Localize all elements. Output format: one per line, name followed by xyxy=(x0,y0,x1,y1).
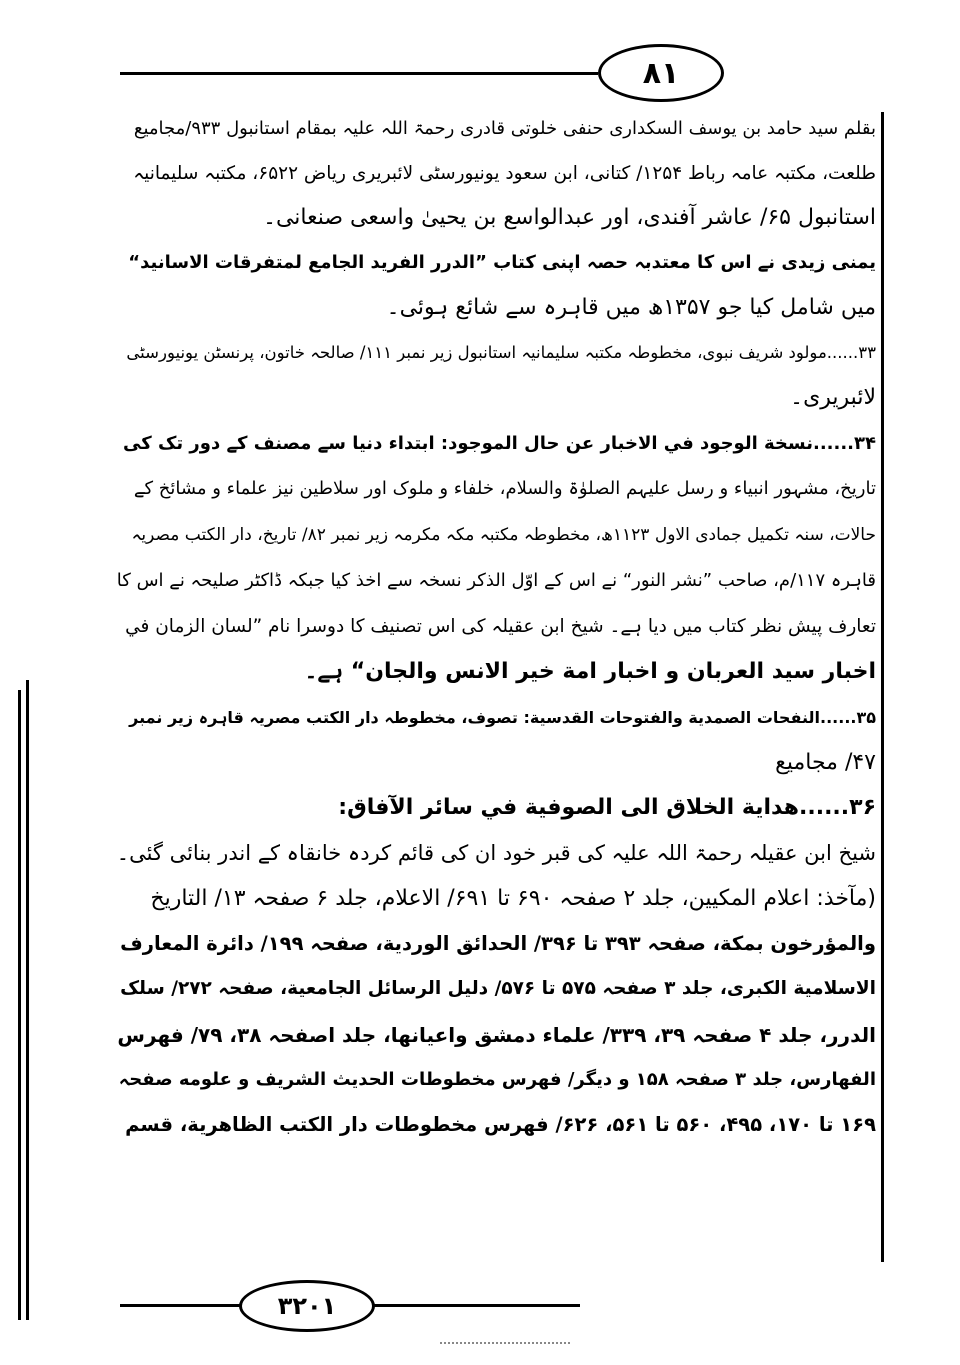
text-line: ۳۵......النفحات الصمدية والفتوحات القدسية: تصوف، مخطوطہ دار الکتب مصریہ قاہرہ زیر نمبر xyxy=(129,708,876,727)
text-line: شیخ ابن عقیلہ رحمۃ اللہ علیہ کی قبر خود ان کی قائم کردہ خانقاہ کے اندر بنائی گئی۔ xyxy=(116,841,876,865)
text-line: ۳۴......نسخة الوجود في الاخبار عن حال الموجود: ابتداء دنیا سے مصنف کے دور تک کی xyxy=(123,433,876,454)
text-line: لائبریری۔ xyxy=(790,385,876,410)
text-line: (مآخذ: اعلام المکیین، جلد ۲ صفحہ ۶۹۰ تا ۶۹۱/ الاعلام، جلد ۶ صفحہ ۱۳/ التاریخ xyxy=(150,886,876,911)
text-line: ۳۳......مولود شریف نبوی، مخطوطہ مکتبہ سلیمانیہ استانبول زیر نمبر ۱۱۱/ صالحہ خاتون، پرنسٹن یونیورسٹی xyxy=(126,343,876,362)
text-line: بقلم سید حامد بن یوسف السکداری حنفی خلوتی قادری رحمۃ اللہ علیہ بمقام استانبول ۹۳۳/مجامیع xyxy=(133,118,876,139)
text-line: تعارف پیش نظر کتاب میں دیا ہے۔ شیخ ابن عقیلہ کی اس تصنیف کا دوسرا نام ”لسان الزمان في xyxy=(125,616,876,637)
text-line: استانبول ۶۵/ عاشر آفندی، اور عبدالواسع بن یحییٰ واسعی صنعانی۔ xyxy=(263,205,876,230)
page-number-bottom: ۳۲۰۱ xyxy=(239,1280,375,1332)
left-border-line-inner xyxy=(26,680,29,1320)
top-border-line xyxy=(120,72,598,75)
text-line: ۳۶......هداية الخلاق الى الصوفية في سائر الآفاق: xyxy=(338,795,876,820)
text-line: قاہرہ ۱۱۷/م، صاحب ”نشر النور“ نے اس کے اوّل الذکر نسخہ سے اخذ کیا جبکہ ڈاکٹر صلیحہ نے اس کا xyxy=(116,570,876,591)
text-line: والمؤرخون بمکة، صفحہ ۳۹۳ تا ۳۹۶/ الحدائق الوردیة، صفحہ ۱۹۹/ دائرة المعارف xyxy=(120,932,876,955)
text-line: تاریخ، مشہور انبیاء و رسل علیہم الصلوٰۃ والسلام، خلفاء و ملوک اور سلاطین نیز علماء و مشائخ کے xyxy=(133,478,876,499)
right-border-line xyxy=(881,112,884,1262)
text-line: ۴۷/ مجامیع xyxy=(775,750,876,775)
text-line: حالات، سنہ تکمیل جمادی الاول ۱۱۲۳ھ، مخطوطہ مکتبہ مکہ مکرمہ زیر نمبر ۸۲/ تاریخ، دار الکتب مصریہ xyxy=(131,525,876,545)
text-line: الدرر، جلد ۴ صفحہ ۳۹، ۳۳۹/ علماء دمشق واعیانها، جلد اصفحہ ۳۸، ۷۹/ فهرس xyxy=(117,1023,876,1047)
text-line: یمنی زیدی نے اس کا معتدبہ حصہ اپنی کتاب ”الدرر الفريد الجامع لمتفرقات الاسانيد“ xyxy=(128,252,876,273)
text-line: اخبار سید العربان و اخبار امة خیر الانس والجان“ ہے۔ xyxy=(304,659,876,684)
footer-scan-mark xyxy=(440,1342,570,1346)
left-border-line xyxy=(18,690,21,1320)
text-line: میں شامل کیا جو ۱۳۵۷ھ میں قاہرہ سے شائع ہوئی۔ xyxy=(386,295,876,320)
text-line: ۱۶۹ تا ۱۷۰، ۴۹۵، ۵۶۰ تا ۵۶۱، ۶۲۶/ فهرس مخطوطات دار الکتب الظاهرية، قسم xyxy=(125,1113,876,1136)
page-number-top: ۸۱ xyxy=(598,44,724,102)
text-line: الاسلامية الكبرى، جلد ۳ صفحہ ۵۷۵ تا ۵۷۶/ دلیل الرسائل الجامعیة، صفحہ ۲۷۲/ سلک xyxy=(120,978,876,999)
text-line: الفهارس، جلد ۳ صفحہ ۱۵۸ و دیگر/ فهرس مخطوطات الحديث الشريف و علومه صفحہ xyxy=(118,1069,876,1090)
text-line: طلعت، مکتبہ عامہ رباط ۱۲۵۴/ کتانی، ابن سعود یونیورسٹی لائبریری ریاض ۶۵۲۲، مکتبہ سلیمانیہ xyxy=(133,163,876,184)
